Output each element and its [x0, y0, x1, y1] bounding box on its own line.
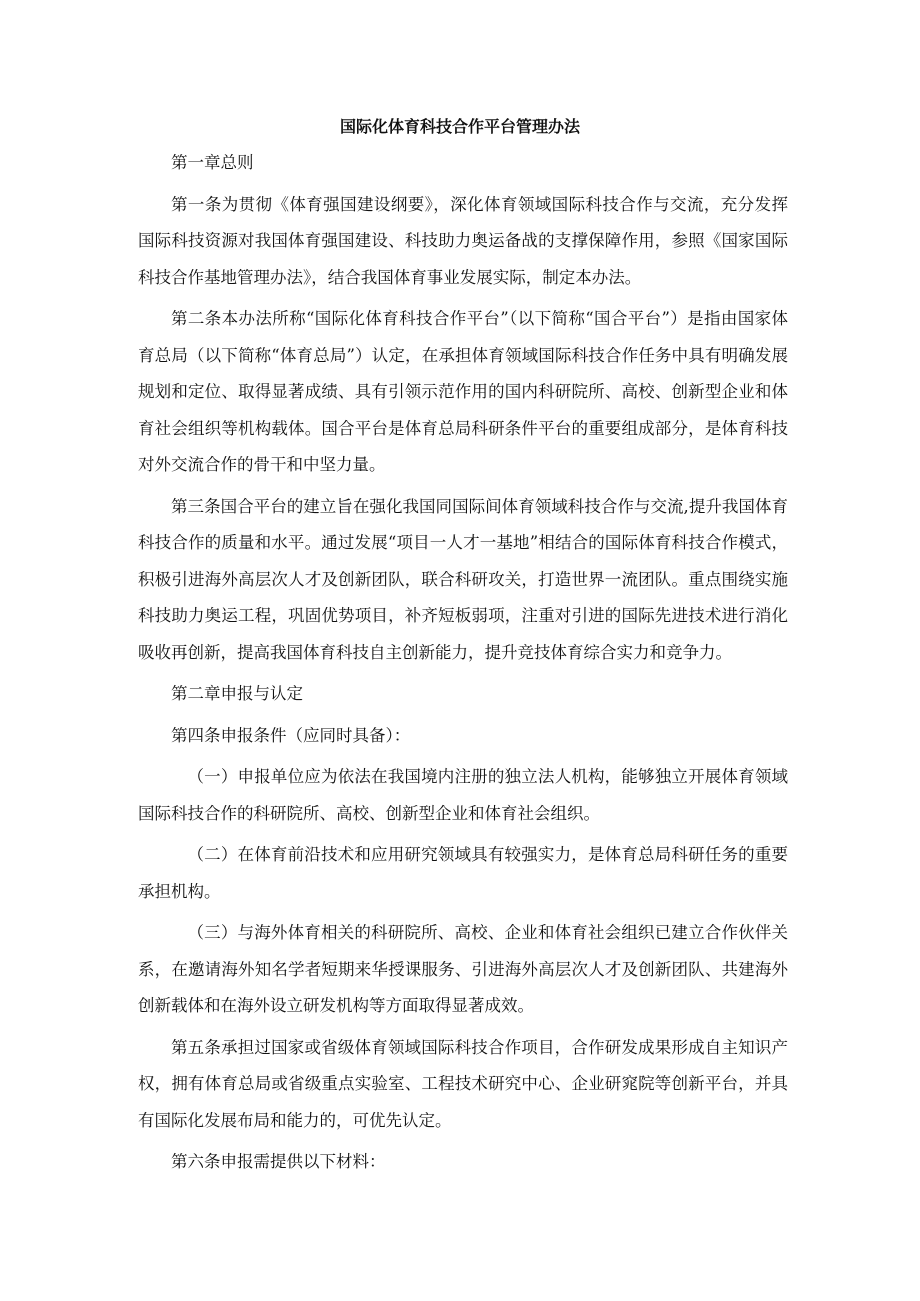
- paragraph: 第二条本办法所称“国际化体育科技合作平台”（以下简称“国合平台”）是指由国家体育总局（以下简称“体育总局”）认定，在承担体育领域国际科技合作任务中具有明确发展规划和定位、取得显著成绩、具有引领示范作用的国内科研院所、高校、创新型企业和体育社会组织等机构载体。国合平台是体育总局科研条件平台的重要组成部分，是体育科技对外交流合作的骨干和中坚力量。: [138, 309, 788, 474]
- paragraph: （三）与海外体育相关的科研院所、高校、企业和体育社会组织已建立合作伙伴关系，在邀请海外知名学者短期来华授课服务、引进海外高层次人才及创新团队、共建海外创新载体和在海外设立研发机构等方面取得显著成效。: [138, 923, 788, 1015]
- paragraph: 第三条国合平台的建立旨在强化我国同国际间体育领域科技合作与交流,提升我国体育科技合作的质量和水平。通过发展“项目一人才一基地”相结合的国际体育科技合作模式，积极引进海外高层次人才及创新团队，联合科研攻关，打造世界一流团队。重点围绕实施科技助力奥运工程，巩固优势项目，补齐短板弱项，注重对引进的国际先进技术进行消化吸收再创新，提高我国体育科技自主创新能力，提升竞技体育综合实力和竞争力。: [138, 496, 788, 662]
- document-title: 国际化体育科技合作平台管理办法: [339, 117, 580, 136]
- document-body: [138, 145, 788, 1186]
- paragraph: （二）在体育前沿技术和应用研究领域具有较强实力，是体育总局科研任务的重要承担机构。: [138, 845, 788, 901]
- paragraph: 第二章申报与认定: [171, 684, 303, 703]
- paragraph: （一）申报单位应为依法在我国境内注册的独立法人机构，能够独立开展体育领域国际科技合作的科研院所、高校、创新型企业和体育社会组织。: [138, 767, 788, 823]
- paragraph: 第一章总则: [171, 153, 254, 172]
- paragraph: 第一条为贯彻《体育强国建设纲要》，深化体育领域国际科技合作与交流，充分发挥国际科技资源对我国体育强国建设、科技助力奥运备战的支撑保障作用，参照《国家国际科技合作基地管理办法》，结合我国体育事业发展实际，制定本办法。: [138, 194, 788, 287]
- paragraph: 第五条承担过国家或省级体育领域国际科技合作项目，合作研发成果形成自主知识产权，拥有体育总局或省级重点实验室、工程技术研究中心、企业研窕院等创新平台，并具有国际化发展布局和能力的，可优先认定。: [138, 1037, 788, 1130]
- paragraph: 第四条申报条件（应同时具备）：: [171, 725, 411, 745]
- paragraph: 第六条申报需提供以下材料：: [171, 1152, 386, 1171]
